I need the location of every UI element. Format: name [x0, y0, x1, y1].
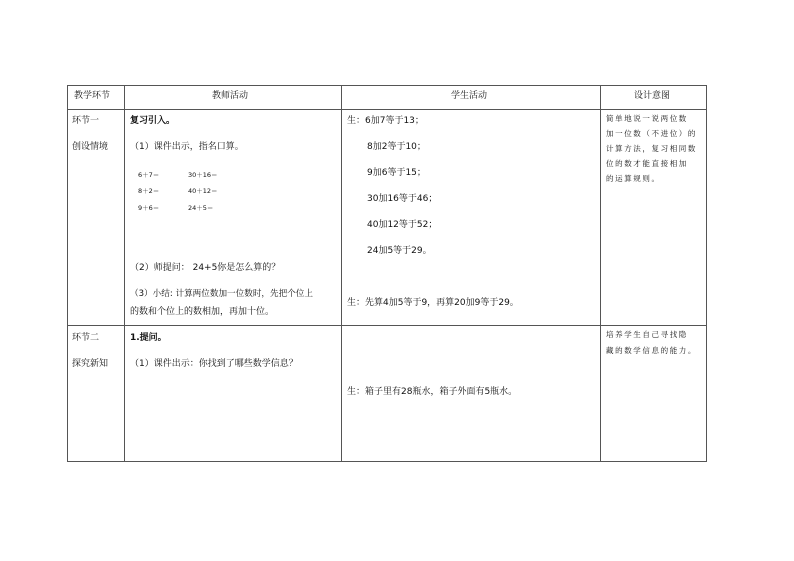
table-border-left: [67, 85, 68, 462]
intent-1-line1: 简单地说一说两位数: [606, 114, 688, 123]
column-divider-1: [124, 85, 125, 462]
student-1-method: 生：先算4加5等于9，再算20加9等于29。: [347, 298, 519, 308]
teacher-2-item1: （1）课件出示：你找到了哪些数学信息？: [130, 359, 298, 369]
column-divider-3: [600, 85, 601, 462]
student-1-line6: 24加5等于29。: [367, 246, 432, 256]
stage-1-name: 创设情境: [72, 142, 109, 152]
teacher-1-item3-line2: 的数和个位上的数相加，再加十位。: [130, 307, 275, 317]
student-1-line4: 30加16等于46；: [367, 194, 438, 204]
teacher-2-title: 1.提问。: [130, 333, 167, 343]
student-1-line3: 9加6等于15；: [367, 168, 426, 178]
intent-1-line4: 位的数才能直接相加: [606, 159, 688, 168]
student-1-line5: 40加12等于52；: [367, 220, 438, 230]
header-bottom-rule: [67, 109, 707, 110]
intent-2-line2: 藏的数学信息的能力。: [606, 346, 697, 355]
calc-left-3: 9＋6＝: [138, 204, 160, 212]
stage-2-label: 环节二: [72, 333, 100, 343]
calc-left-1: 6＋7＝: [138, 171, 160, 179]
student-2-line1: 生：箱子里有28瓶水，箱子外面有5瓶水。: [347, 387, 518, 397]
table-border-right: [706, 85, 707, 462]
table-border-top: [67, 85, 707, 86]
intent-1-line5: 的运算规则。: [606, 174, 661, 183]
header-design-intent: 设计意图: [634, 91, 671, 101]
student-1-line2: 8加2等于10；: [367, 142, 426, 152]
teacher-1-item3-line1: （3）小结: 计算两位数加一位数时，先把个位上: [130, 289, 313, 299]
stage-2-name: 探究新知: [72, 359, 109, 369]
teacher-1-item2: （2）师提问： 24+5你是怎么算的？: [130, 263, 281, 273]
teacher-1-title: 复习引入。: [130, 116, 176, 126]
section-divider: [67, 325, 707, 326]
table-border-bottom: [67, 461, 707, 462]
student-1-line1: 生：6加7等于13；: [347, 116, 424, 126]
calc-right-1: 30＋16＝: [188, 171, 218, 179]
calc-right-2: 40＋12＝: [188, 187, 218, 195]
column-divider-2: [341, 85, 342, 462]
header-teacher-activity: 教师活动: [212, 91, 249, 101]
calc-left-2: 8＋2＝: [138, 187, 160, 195]
intent-2-line1: 培养学生自己寻找隐: [606, 330, 688, 339]
header-student-activity: 学生活动: [451, 91, 488, 101]
intent-1-line2: 加一位数（不进位）的: [606, 129, 697, 138]
teacher-1-item1: （1）课件出示，指名口算。: [130, 142, 244, 152]
calc-right-3: 24＋5＝: [188, 204, 214, 212]
stage-1-label: 环节一: [72, 116, 100, 126]
header-stage: 教学环节: [74, 91, 111, 101]
intent-1-line3: 计算方法，复习相同数: [606, 144, 697, 153]
